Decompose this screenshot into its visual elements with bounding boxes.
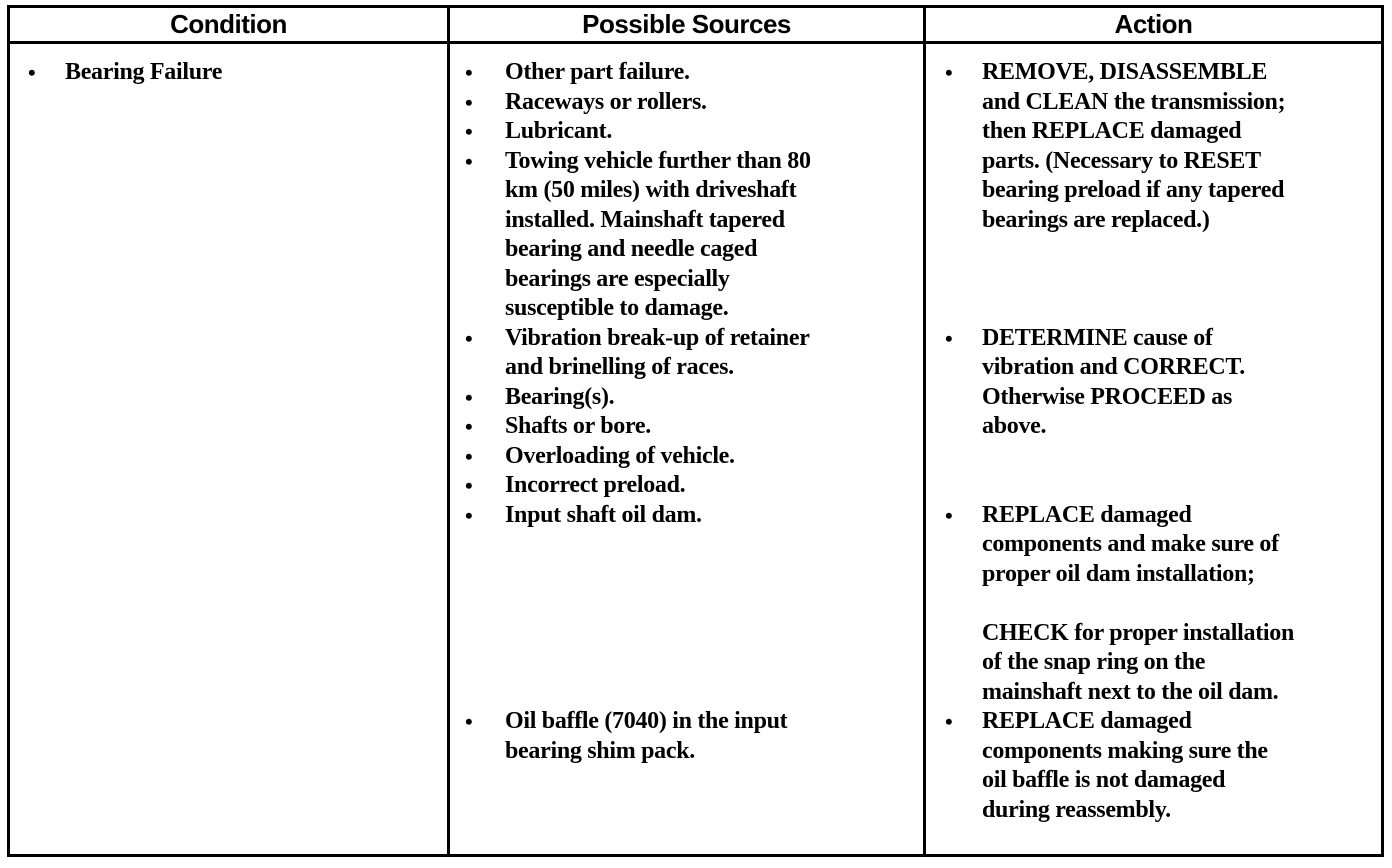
source-bullet: • <box>465 119 473 144</box>
action-text-line: and CLEAN the transmission; <box>982 88 1286 115</box>
action-text-line: components making sure the <box>982 737 1268 764</box>
header-divider <box>10 41 1381 44</box>
source-bullet: • <box>465 709 473 734</box>
source-bullet: • <box>465 473 473 498</box>
action-bullet: • <box>945 502 953 528</box>
header-condition: Condition <box>170 9 287 39</box>
source-text-line: Shafts or bore. <box>505 413 651 439</box>
source-text-line: Vibration break-up of retainer <box>505 324 810 351</box>
source-text-line: Towing vehicle further than 80 <box>505 147 811 174</box>
action-bullet: • <box>945 325 953 351</box>
action-text-line: above. <box>982 413 1047 439</box>
source-text-line: km (50 miles) with driveshaft <box>505 177 797 203</box>
condition-text: Bearing Failure <box>65 59 223 85</box>
action-text-line: oil baffle is not damaged <box>982 767 1226 793</box>
action-text-line: REMOVE, DISASSEMBLE <box>982 59 1268 85</box>
action-text-line: DETERMINE cause of <box>982 324 1213 351</box>
source-text-line: Bearing(s). <box>505 383 615 410</box>
source-bullet: • <box>465 325 473 351</box>
action-text-line: mainshaft next to the oil dam. <box>982 678 1279 705</box>
source-text-line: Other part failure. <box>505 59 690 85</box>
header-action: Action <box>1114 9 1193 39</box>
action-text-line: parts. (Necessary to RESET <box>982 147 1261 174</box>
action-text-line: bearings are replaced.) <box>982 206 1210 233</box>
source-bullet: • <box>465 414 473 439</box>
action-text-line: Otherwise PROCEED as <box>982 383 1232 410</box>
action-text-line: bearing preload if any tapered <box>982 177 1285 203</box>
troubleshooting-table <box>7 5 1384 857</box>
condition-bullet: • <box>28 60 36 85</box>
action-text-line: REPLACE damaged <box>982 501 1192 528</box>
source-text-line: Incorrect preload. <box>505 472 686 498</box>
source-text-line: Oil baffle (7040) in the input <box>505 708 788 734</box>
source-text-line: installed. Mainshaft tapered <box>505 206 785 233</box>
action-text-line: vibration and CORRECT. <box>982 354 1246 380</box>
action-text-line: CHECK for proper installation <box>982 619 1294 646</box>
source-text-line: Overloading of vehicle. <box>505 442 735 469</box>
column-divider-1 <box>447 8 450 854</box>
source-text-line: Raceways or rollers. <box>505 88 707 115</box>
source-text-line: Lubricant. <box>505 118 613 144</box>
source-bullet: • <box>465 502 473 528</box>
action-text-line: of the snap ring on the <box>982 649 1206 675</box>
source-bullet: • <box>465 443 473 469</box>
action-text-line: proper oil dam installation; <box>982 560 1255 587</box>
source-text-line: bearings are especially <box>505 265 730 292</box>
source-text-line: bearing shim pack. <box>505 737 695 764</box>
source-bullet: • <box>465 148 473 174</box>
action-text-line: then REPLACE damaged <box>982 118 1242 144</box>
action-text-line: REPLACE damaged <box>982 708 1192 734</box>
column-divider-2 <box>923 8 926 854</box>
action-text-line: during reassembly. <box>982 796 1171 823</box>
source-bullet: • <box>465 384 473 410</box>
source-text-line: and brinelling of races. <box>505 354 734 380</box>
source-text-line: bearing and needle caged <box>505 236 758 262</box>
action-bullet: • <box>945 60 953 85</box>
action-bullet: • <box>945 709 953 734</box>
source-text-line: susceptible to damage. <box>505 295 729 321</box>
source-bullet: • <box>465 60 473 85</box>
source-bullet: • <box>465 89 473 115</box>
source-text-line: Input shaft oil dam. <box>505 501 702 528</box>
header-possible-sources: Possible Sources <box>582 9 791 39</box>
action-text-line: components and make sure of <box>982 531 1279 557</box>
